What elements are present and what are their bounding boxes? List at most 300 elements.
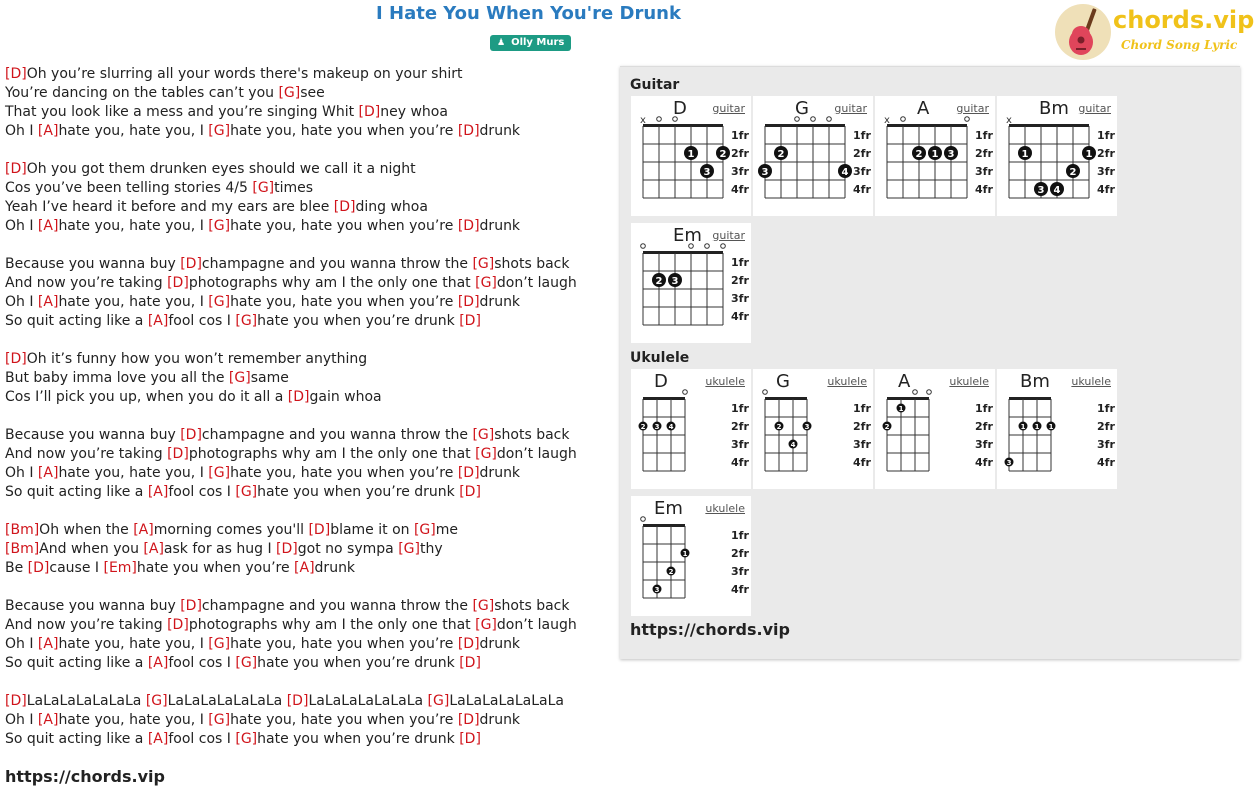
nut — [765, 124, 845, 127]
lyric-text: photographs why am I the only one that — [188, 446, 476, 462]
chord-link[interactable]: [D] — [308, 522, 331, 538]
lyric-text: Be — [5, 560, 28, 576]
fret-label: 4fr — [731, 183, 749, 196]
fret-label: 4fr — [1097, 183, 1115, 196]
lyric-line — [5, 84, 605, 103]
finger-number: 4 — [841, 167, 849, 178]
lyric-text: times — [274, 180, 314, 196]
chord-name: A — [898, 371, 911, 392]
lyric-text: So quit acting like a — [5, 731, 148, 747]
chord-link[interactable]: [D] — [459, 484, 481, 500]
open-string-mark — [965, 117, 970, 122]
chord-link[interactable]: [G] — [235, 731, 258, 747]
chord-link[interactable]: [D] — [459, 655, 481, 671]
lyric-line — [5, 65, 605, 84]
lyric-line — [5, 103, 605, 122]
chord-diagram-bm[interactable] — [997, 369, 1117, 489]
open-string-mark — [913, 390, 918, 395]
lyric-text: Because you wanna buy — [5, 256, 181, 272]
chord-link[interactable]: [D] — [287, 389, 310, 405]
lyric-line — [5, 711, 605, 730]
chord-link[interactable]: [G] — [472, 256, 495, 272]
chord-diagram-em[interactable] — [631, 223, 751, 343]
muted-string-mark: x — [640, 115, 646, 126]
lyric-text: hate you, hate you when you’re — [230, 218, 458, 234]
lyric-line — [5, 635, 605, 654]
lyric-text: shots back — [494, 598, 570, 614]
lyric-text: see — [300, 85, 325, 101]
chord-link[interactable]: [D] — [167, 446, 189, 462]
guitar-logo-icon — [1055, 4, 1111, 60]
finger-number: 3 — [1006, 459, 1012, 467]
chord-link[interactable]: [Bm] — [5, 522, 40, 538]
chord-link[interactable]: [G] — [252, 180, 275, 196]
nut — [887, 397, 929, 400]
chord-link[interactable]: [G] — [208, 465, 231, 481]
chord-link[interactable]: [A] — [37, 636, 59, 652]
lyric-text: photographs why am I the only one that — [188, 617, 476, 633]
lyric-line — [5, 464, 605, 483]
lyric-text: got no sympa — [297, 541, 399, 557]
lyric-spacer — [5, 407, 605, 426]
open-string-mark — [705, 244, 710, 249]
chord-link[interactable]: [A] — [133, 522, 154, 538]
lyric-line — [5, 122, 605, 141]
chord-link[interactable]: [G] — [427, 693, 450, 709]
chord-link[interactable]: [D] — [167, 617, 189, 633]
lyric-text: gain whoa — [309, 389, 382, 405]
fret-label: 4fr — [853, 456, 871, 469]
lyric-text: Oh I — [5, 712, 38, 728]
chord-link[interactable]: [A] — [37, 712, 59, 728]
lyric-line — [5, 426, 605, 445]
finger-number: 3 — [804, 423, 810, 431]
chord-link[interactable]: [Bm] — [5, 541, 40, 557]
finger-number: 1 — [1021, 149, 1029, 160]
chord-diagram-g[interactable] — [753, 96, 873, 216]
lyric-text: morning comes you'll — [153, 522, 309, 538]
instrument-link[interactable]: guitar — [712, 102, 745, 115]
fret-label: 1fr — [853, 402, 871, 415]
instrument-link[interactable]: ukulele — [1071, 375, 1111, 388]
chord-link[interactable]: [A] — [143, 541, 164, 557]
lyrics-body — [5, 65, 605, 749]
fret-label: 1fr — [975, 129, 993, 142]
chord-link[interactable]: [D] — [5, 161, 27, 177]
fret-label: 3fr — [731, 438, 749, 451]
chord-diagram-a[interactable] — [875, 96, 995, 216]
lyric-text: drunk — [479, 712, 521, 728]
chord-link[interactable]: [A] — [147, 313, 169, 329]
chord-link[interactable]: [G] — [208, 218, 231, 234]
chord-link[interactable]: [G] — [475, 446, 497, 462]
lyric-text: Oh I — [5, 465, 38, 481]
chord-link[interactable]: [A] — [37, 218, 59, 234]
fret-label: 2fr — [853, 147, 871, 160]
song-title: I Hate You When You're Drunk — [376, 3, 681, 24]
footer-url[interactable]: https://chords.vip — [5, 767, 165, 786]
lyric-text: me — [435, 522, 459, 538]
lyric-text: shots back — [494, 256, 570, 272]
lyric-text: ney whoa — [380, 104, 448, 120]
lyric-line — [5, 312, 605, 331]
guitar-section-title: Guitar — [630, 77, 680, 93]
muted-string-mark: x — [1006, 115, 1012, 126]
finger-number: 3 — [761, 167, 769, 178]
chord-diagram-d[interactable] — [631, 369, 751, 489]
chord-link[interactable]: [G] — [413, 522, 436, 538]
fret-label: 1fr — [731, 402, 749, 415]
chord-link[interactable]: [D] — [286, 693, 309, 709]
instrument-link[interactable]: ukulele — [827, 375, 867, 388]
open-string-mark — [811, 117, 816, 122]
fret-label: 3fr — [975, 438, 993, 451]
finger-number: 1 — [682, 550, 688, 558]
user-icon: ♟ — [497, 38, 506, 48]
fret-label: 4fr — [975, 183, 993, 196]
chord-link[interactable]: [G] — [235, 484, 258, 500]
chord-link[interactable]: [A] — [147, 731, 169, 747]
chord-name: D — [673, 98, 687, 119]
lyric-line — [5, 217, 605, 236]
chord-link[interactable]: [G] — [208, 636, 231, 652]
finger-number: 1 — [687, 149, 695, 160]
lyric-text: Oh I — [5, 123, 38, 139]
chord-link[interactable]: [D] — [358, 104, 381, 120]
finger-number: 2 — [640, 423, 646, 431]
fret-label: 2fr — [731, 274, 749, 287]
chord-link[interactable]: [Em] — [103, 560, 137, 576]
fret-label: 2fr — [975, 147, 993, 160]
lyric-text: hate you when you’re drunk — [257, 655, 460, 671]
lyric-text: don’t laugh — [496, 446, 577, 462]
chord-link[interactable]: [D] — [457, 294, 480, 310]
chord-link[interactable]: [D] — [5, 693, 27, 709]
lyric-text: hate you when you’re — [136, 560, 295, 576]
finger-number: 2 — [719, 149, 727, 160]
instrument-link[interactable]: ukulele — [949, 375, 989, 388]
lyric-text: That you look like a mess and you’re singing Whit — [5, 104, 359, 120]
fret-label: 2fr — [853, 420, 871, 433]
nut — [643, 124, 723, 127]
lyric-text: So quit acting like a — [5, 313, 148, 329]
finger-number: 4 — [668, 423, 674, 431]
fret-label: 3fr — [853, 438, 871, 451]
chord-link[interactable]: [D] — [180, 427, 202, 443]
lyric-line — [5, 160, 605, 179]
fret-label: 3fr — [731, 292, 749, 305]
fret-label: 4fr — [731, 310, 749, 323]
fret-label: 1fr — [731, 129, 749, 142]
instrument-link[interactable]: guitar — [956, 102, 989, 115]
fret-label: 1fr — [1097, 402, 1115, 415]
lyric-text: ding whoa — [355, 199, 428, 215]
chord-link[interactable]: [D] — [459, 731, 481, 747]
chord-name: Bm — [1039, 98, 1069, 119]
lyric-line — [5, 521, 605, 540]
lyric-line — [5, 255, 605, 274]
chord-link[interactable]: [D] — [27, 560, 50, 576]
chord-link[interactable]: [D] — [333, 199, 356, 215]
fret-label: 4fr — [1097, 456, 1115, 469]
instrument-link[interactable]: ukulele — [705, 502, 745, 515]
chord-link[interactable]: [G] — [475, 275, 497, 291]
instrument-link[interactable]: ukulele — [705, 375, 745, 388]
lyric-text: hate you, hate you when you’re — [230, 712, 458, 728]
lyric-text: fool cos I — [168, 313, 236, 329]
lyric-text: shots back — [494, 427, 570, 443]
lyric-text: LaLaLaLaLaLaLa — [449, 693, 564, 709]
chord-link[interactable]: [D] — [457, 465, 480, 481]
finger-number: 2 — [655, 276, 663, 287]
chord-diagram-a[interactable] — [875, 369, 995, 489]
finger-number: 1 — [1048, 423, 1054, 431]
lyric-text: And now you’re taking — [5, 617, 168, 633]
chord-link[interactable]: [A] — [37, 294, 59, 310]
chord-link[interactable]: [G] — [278, 85, 301, 101]
chord-link[interactable]: [D] — [180, 256, 202, 272]
fret-label: 3fr — [975, 165, 993, 178]
fret-label: 3fr — [1097, 165, 1115, 178]
lyric-text: hate you when you’re drunk — [257, 313, 460, 329]
nut — [643, 397, 685, 400]
chord-link[interactable]: [D] — [457, 218, 480, 234]
chord-link[interactable]: [D] — [5, 351, 27, 367]
chord-name: D — [654, 371, 668, 392]
chord-diagram-bm[interactable] — [997, 96, 1117, 216]
nut — [643, 524, 685, 527]
finger-number: 2 — [915, 149, 923, 160]
open-string-mark — [683, 390, 688, 395]
fret-label: 2fr — [731, 420, 749, 433]
lyric-text: photographs why am I the only one that — [188, 275, 476, 291]
lyric-text: ask for as hug I — [163, 541, 277, 557]
logo-wordmark: chords.vip — [1113, 6, 1254, 34]
chord-link[interactable]: [G] — [208, 712, 231, 728]
fret-label: 1fr — [731, 256, 749, 269]
fret-label: 4fr — [975, 456, 993, 469]
chord-link[interactable]: [A] — [294, 560, 315, 576]
lyric-text: Oh you’re slurring all your words there's makeup on your shirt — [26, 66, 463, 82]
lyric-text: drunk — [479, 636, 521, 652]
chord-name: A — [917, 98, 930, 119]
finger-number: 3 — [947, 149, 955, 160]
lyric-text: hate you when you’re drunk — [257, 731, 460, 747]
instrument-link[interactable]: guitar — [834, 102, 867, 115]
chord-link[interactable]: [D] — [459, 313, 481, 329]
lyric-text: don’t laugh — [496, 617, 577, 633]
lyric-text: hate you, hate you, I — [58, 218, 209, 234]
lyric-line — [5, 350, 605, 369]
lyric-text: hate you, hate you when you’re — [230, 636, 458, 652]
open-string-mark — [721, 244, 726, 249]
lyric-text: LaLaLaLaLaLaLa — [26, 693, 146, 709]
lyric-text: You’re dancing on the tables can’t you — [5, 85, 279, 101]
lyric-text: drunk — [314, 560, 356, 576]
lyric-text: drunk — [479, 294, 521, 310]
lyric-line — [5, 483, 605, 502]
fret-label: 3fr — [1097, 438, 1115, 451]
lyric-line — [5, 730, 605, 749]
lyric-text: hate you, hate you when you’re — [230, 123, 458, 139]
chord-link[interactable]: [A] — [37, 465, 59, 481]
nut — [887, 124, 967, 127]
lyric-text: hate you, hate you when you’re — [230, 294, 458, 310]
lyric-text: drunk — [479, 465, 521, 481]
ukulele-section-title: Ukulele — [630, 350, 690, 366]
instrument-link[interactable]: guitar — [1078, 102, 1111, 115]
lyric-text: Oh I — [5, 294, 38, 310]
fret-label: 1fr — [1097, 129, 1115, 142]
finger-number: 1 — [931, 149, 939, 160]
chord-link[interactable]: [D] — [457, 636, 480, 652]
chord-link[interactable]: [A] — [147, 655, 169, 671]
lyric-text: cause I — [49, 560, 104, 576]
lyric-text: drunk — [479, 123, 521, 139]
fret-label: 2fr — [1097, 420, 1115, 433]
lyric-text: drunk — [479, 218, 521, 234]
finger-number: 2 — [668, 568, 674, 576]
chord-diagram-g[interactable] — [753, 369, 873, 489]
finger-number: 3 — [654, 423, 660, 431]
lyric-text: Cos you’ve been telling stories 4/5 — [5, 180, 253, 196]
lyric-line — [5, 540, 605, 559]
lyric-text: fool cos I — [168, 484, 236, 500]
finger-number: 2 — [884, 423, 890, 431]
chord-name: Em — [673, 225, 702, 246]
chord-link[interactable]: [G] — [472, 427, 495, 443]
chord-link[interactable]: [G] — [228, 370, 251, 386]
fret-label: 3fr — [731, 565, 749, 578]
chord-link[interactable]: [G] — [208, 123, 231, 139]
chord-link[interactable]: [D] — [276, 541, 298, 557]
chord-name: Bm — [1020, 371, 1050, 392]
finger-number: 1 — [1020, 423, 1026, 431]
lyric-text: LaLaLaLaLaLaLa — [308, 693, 428, 709]
chord-link[interactable]: [G] — [235, 655, 258, 671]
open-string-mark — [641, 244, 646, 249]
lyric-text: hate you, hate you, I — [58, 294, 209, 310]
lyric-text: And now you’re taking — [5, 446, 168, 462]
chord-link[interactable]: [D] — [5, 66, 27, 82]
finger-number: 2 — [776, 423, 782, 431]
lyric-text: And when you — [39, 541, 144, 557]
lyric-spacer — [5, 331, 605, 350]
lyric-text: Oh you got them drunken eyes should we call it a night — [26, 161, 416, 177]
fret-label: 2fr — [975, 420, 993, 433]
lyric-text: LaLaLaLaLaLaLa — [167, 693, 287, 709]
lyric-text: Yeah I’ve heard it before and my ears are blee — [5, 199, 334, 215]
lyric-text: champagne and you wanna throw the — [201, 256, 473, 272]
lyric-line — [5, 369, 605, 388]
chord-link[interactable]: [G] — [398, 541, 420, 557]
lyric-text: hate you, hate you, I — [58, 636, 209, 652]
fret-label: 4fr — [731, 583, 749, 596]
chord-link[interactable]: [A] — [37, 123, 59, 139]
chord-link[interactable]: [G] — [208, 294, 231, 310]
chord-link[interactable]: [D] — [167, 275, 189, 291]
lyric-text: champagne and you wanna throw the — [201, 598, 473, 614]
fret-label: 2fr — [731, 547, 749, 560]
fret-label: 1fr — [731, 529, 749, 542]
chord-link[interactable]: [D] — [180, 598, 202, 614]
artist-badge[interactable] — [490, 35, 571, 51]
lyric-spacer — [5, 578, 605, 597]
lyric-text: Oh when the — [39, 522, 134, 538]
chord-link[interactable]: [D] — [457, 712, 480, 728]
chord-link[interactable]: [A] — [147, 484, 169, 500]
finger-number: 1 — [898, 405, 904, 413]
lyric-line — [5, 388, 605, 407]
site-logo[interactable] — [1055, 2, 1254, 62]
nut — [1009, 397, 1051, 400]
finger-number: 3 — [703, 167, 711, 178]
finger-number: 4 — [790, 441, 796, 449]
finger-number: 2 — [777, 149, 785, 160]
open-string-mark — [927, 390, 932, 395]
chord-link[interactable]: [G] — [472, 598, 495, 614]
instrument-link[interactable]: guitar — [712, 229, 745, 242]
open-string-mark — [901, 117, 906, 122]
logo-tagline: Chord Song Lyric — [1121, 38, 1238, 52]
finger-number: 4 — [1053, 185, 1061, 196]
lyric-line — [5, 293, 605, 312]
lyric-text: So quit acting like a — [5, 655, 148, 671]
lyric-text: Oh I — [5, 218, 38, 234]
chord-link[interactable]: [G] — [475, 617, 497, 633]
nut — [1009, 124, 1089, 127]
lyric-text: Because you wanna buy — [5, 427, 181, 443]
fret-label: 1fr — [853, 129, 871, 142]
lyric-text: hate you, hate you, I — [58, 465, 209, 481]
lyric-text: hate you, hate you when you’re — [230, 465, 458, 481]
lyric-line — [5, 274, 605, 293]
fret-label: 3fr — [731, 165, 749, 178]
lyric-text: Oh it’s funny how you won’t remember anything — [26, 351, 368, 367]
lyric-line — [5, 559, 605, 578]
fret-label: 3fr — [853, 165, 871, 178]
nut — [643, 251, 723, 254]
lyric-line — [5, 198, 605, 217]
chord-diagram-em[interactable] — [631, 496, 751, 616]
lyric-text: So quit acting like a — [5, 484, 148, 500]
lyric-line — [5, 179, 605, 198]
lyric-spacer — [5, 673, 605, 692]
chord-diagrams-panel — [620, 66, 1240, 659]
muted-string-mark: x — [884, 115, 890, 126]
lyric-text: Oh I — [5, 636, 38, 652]
lyric-line — [5, 616, 605, 635]
chord-name: G — [795, 98, 809, 119]
open-string-mark — [641, 517, 646, 522]
chord-link[interactable]: [G] — [235, 313, 258, 329]
lyric-text: hate you, hate you, I — [58, 123, 209, 139]
lyric-text: thy — [419, 541, 443, 557]
lyric-text: fool cos I — [168, 731, 236, 747]
fret-label: 1fr — [975, 402, 993, 415]
lyric-text: champagne and you wanna throw the — [201, 427, 473, 443]
chord-diagram-d[interactable] — [631, 96, 751, 216]
chord-link[interactable]: [G] — [145, 693, 168, 709]
finger-number: 3 — [654, 586, 660, 594]
lyric-text: And now you’re taking — [5, 275, 168, 291]
lyric-line — [5, 597, 605, 616]
open-string-mark — [827, 117, 832, 122]
chord-link[interactable]: [D] — [457, 123, 480, 139]
panel-url[interactable]: https://chords.vip — [630, 620, 790, 639]
finger-number: 3 — [1037, 185, 1045, 196]
lyric-text: But baby imma love you all the — [5, 370, 229, 386]
